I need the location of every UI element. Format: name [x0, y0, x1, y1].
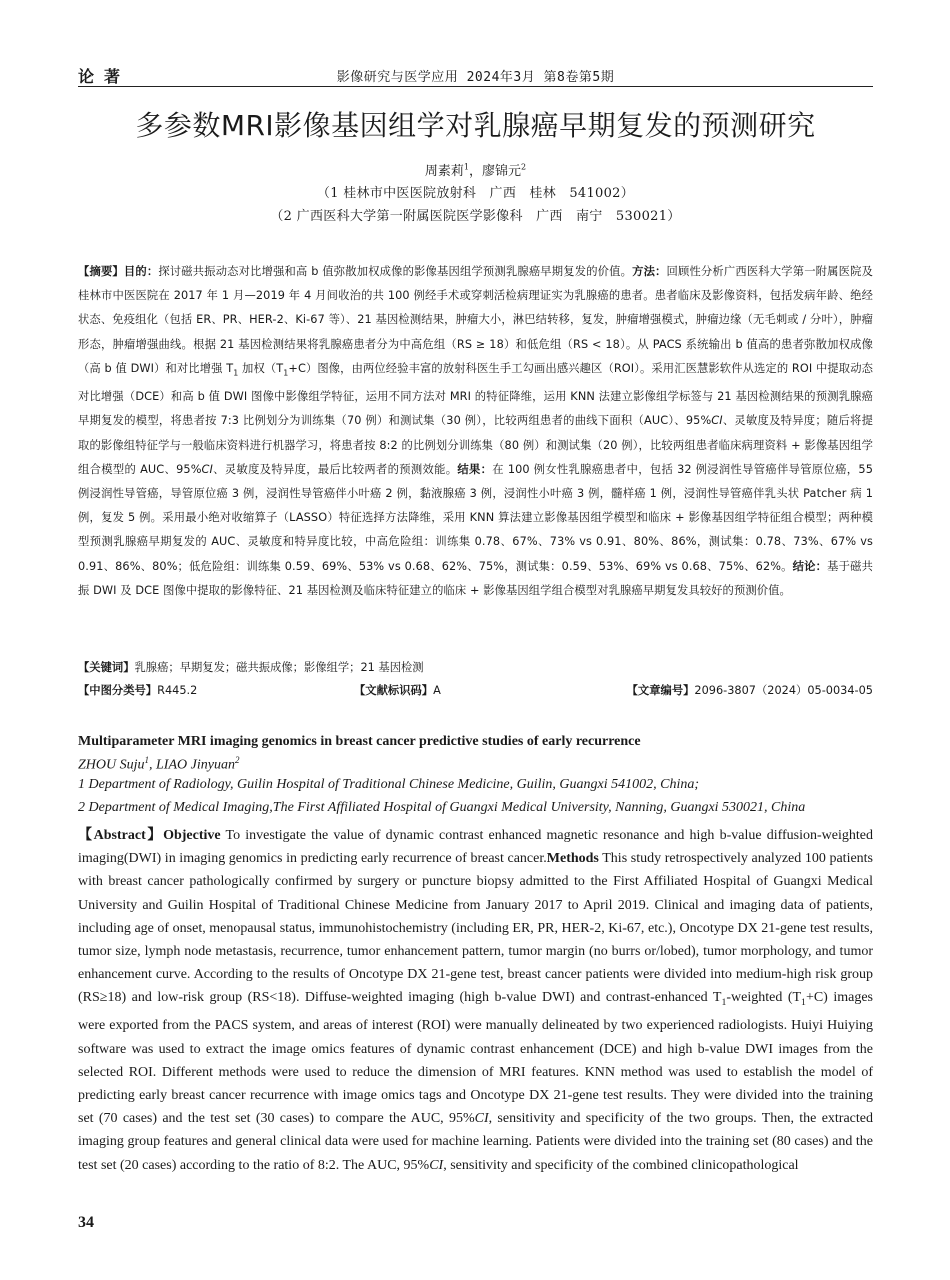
- affiliation-zh-2: （2 广西医科大学第一附属医院医学影像科 广西 南宁 530021）: [270, 209, 681, 224]
- result-label: 结果：: [457, 462, 493, 476]
- section-label: 论著: [78, 67, 131, 86]
- english-title: Multiparameter MRI imaging genomics in breast cancer predictive studies of early recurrence: [78, 734, 641, 749]
- en-method-text-3: +C) images were exported from the PACS system, and areas of interest (ROI) were manually delineated by two experienced radiologists. Huiyi Huiying software was used to extract the image omics features of dynamic contrast enhancement (DCE) and high b-value DWI images from the selected ROI. Different methods were used to reduce the dimension of MRI features. KNN method was used to establish the model of predicting early breast cancer recurrence with image omics tags and Oncotype DX 21-gene test results. They were divided into the training set (70 cases) and the test set (30 cases) to compare the AUC, 95%: [78, 990, 873, 1127]
- method-sub-1: 1: [233, 368, 239, 378]
- en-author-2: LIAO Jinyuan: [156, 757, 235, 773]
- en-method-label: Methods: [546, 851, 599, 867]
- author-2: 廖锦元: [482, 164, 522, 179]
- abstract-zh-label: 【摘要】: [78, 265, 124, 278]
- en-method-sub-1: 1: [721, 997, 727, 1009]
- en-method-sub-2: 1: [801, 997, 806, 1009]
- en-method-text-5: , sensitivity and specificity of the combined clinicopathological: [443, 1157, 799, 1173]
- doc-label: 【文献标识码】: [354, 684, 434, 697]
- en-author-sep: ,: [149, 757, 157, 773]
- method-label: 方法：: [632, 265, 667, 278]
- paper-title: 多参数MRI影像基因组学对乳腺癌早期复发的预测研究: [135, 109, 816, 142]
- objective-text: 探讨磁共振动态对比增强和高 b 值弥散加权成像的影像基因组学预测乳腺癌早期复发的价值。: [158, 265, 633, 278]
- paper-page: [78, 0, 873, 1280]
- en-author-1: ZHOU Suju: [78, 757, 145, 773]
- conclusion-text: 基于磁共振 DWI 及 DCE 图像中提取的影像特征、21 基因检测及临床特征建立的临床 + 影像基因组学组合模型对乳腺癌早期复发具较好的预测价值。: [78, 559, 873, 597]
- authors-zh: [78, 160, 873, 179]
- method-text-4: 、灵敏度及特异度；随后将提取的影像组特征学与一般临床资料进行机器学习，将患者按 8:2 的比例划分训练集（80 例）和测试集（20 例），比较两组患者临床病理资料 + 影像基因组学组合模型的 AUC、95%: [78, 414, 873, 476]
- page-number: 34: [78, 1214, 94, 1231]
- objective-label: 目的：: [123, 265, 159, 278]
- author-1-sup: 1: [463, 162, 469, 172]
- abstract-en-label: 【Abstract】: [78, 828, 164, 843]
- en-method-ci-1: CI: [474, 1111, 489, 1127]
- article-number: [627, 680, 873, 702]
- en-method-text-1: This study retrospectively analyzed 100 patients with breast cancer pathologically confirmed by surgery or puncture biopsy admitted to the First Affiliated Hospital of Guangxi Medical University and Guilin Hospital of Traditional Chinese Medicine from January 2017 to April 2019. Clinical and imaging data of patients, including age of onset, menopausal status, immunohistochemistry (including ER, PR, HER-2, Ki-67, etc.), Oncotype DX 21-gene test results, tumor size, lymph node metastasis, recurrence, tumor enhancement pattern, tumor margin (no burrs or/lobed), tumor morphology, and tumor enhancement curve. According to the results of Oncotype DX 21-gene test, breast cancer patients were divided into medium-high risk group (RS≥18) and low-risk group (RS<18). Diffuse-weighted imaging (high b-value DWI) and contrast-enhanced T: [78, 851, 874, 1006]
- method-text-1: 回顾性分析广西医科大学第一附属医院及桂林市中医医院在 2017 年 1 月—2019 年 4 月间收治的共 100 例经手术或穿刺活检病理证实为乳腺癌的患者。患者临床及影像资料，包括发病年龄、绝经状态、免疫组化（包括 ER、PR、HER-2、Ki-67 等）、21 基因检测结果，肿瘤大小，淋巴结转移，复发，肿瘤增强模式，肿瘤边缘（无毛刺或 / 分叶），肿瘤形态，肿瘤增强曲线。根据 21 基因检测结果将乳腺癌患者分为中高危组（RS ≥ 18）和低危组（RS < 18）。从 PACS 系统输出 b 值高的患者弥散加权成像（高 b 值 DWI）和对比增强 T: [78, 265, 873, 375]
- author-1: 周素莉: [424, 164, 464, 179]
- method-text-3: +C）图像，由两位经验丰富的放射科医生手工勾画出感兴趣区（ROI）。采用汇医慧影软件从选定的 ROI 中提取动态对比增强（DCE）和高 b 值 DWI 图像中影像组学特征，运用不同方法对 MRI 的特征降维，运用 KNN 法建立影像组学标签与 21 基因检测结果的预测乳腺癌早期复发的模型，将患者按 7:3 比例划分为训练集（70 例）和测试集（30 例），比较两组患者的曲线下面积（AUC）、95%: [78, 361, 874, 428]
- clc-value: R445.2: [157, 684, 198, 697]
- english-authors: [78, 755, 873, 774]
- en-method-ci-2: CI: [429, 1157, 444, 1173]
- author-sep: ，: [468, 164, 482, 179]
- abstract-en: [78, 824, 873, 1177]
- conclusion-label: 结论：: [792, 559, 828, 573]
- art-value: 2096-3807（2024）05-0034-05: [694, 684, 873, 697]
- keywords-label: 【关键词】: [78, 661, 135, 674]
- en-author-1-sup: 1: [144, 755, 150, 765]
- method-ci-2: CI: [201, 462, 213, 476]
- affiliation-zh-1: （1 桂林市中医医院放射科 广西 桂林 541002）: [316, 186, 635, 201]
- clc-number: [78, 684, 197, 697]
- method-text-5: 、灵敏度及特异度，最后比较两者的预测效能。: [212, 462, 458, 476]
- keywords: [78, 657, 873, 679]
- journal-info: 影像研究与医学应用 2024年3月 第8卷第5期: [336, 70, 615, 85]
- author-2-sup: 2: [521, 162, 527, 172]
- en-objective-text: To investigate the value of dynamic contrast enhanced magnetic resonance and high b-value diffusion-weighted imaging(DWI) in imaging genomics in predicting early recurrence of breast cancer.: [78, 828, 873, 867]
- method-sub-2: 1: [283, 368, 289, 378]
- clc-label: 【中图分类号】: [78, 684, 158, 697]
- keywords-text: 乳腺癌；早期复发；磁共振成像；影像组学；21 基因检测: [134, 661, 424, 674]
- en-author-2-sup: 2: [234, 755, 240, 765]
- running-header: [78, 64, 873, 87]
- en-objective-label: Objective: [163, 828, 221, 843]
- doc-value: A: [433, 684, 441, 697]
- method-text-2: 加权（T: [238, 361, 284, 375]
- en-method-text-4: , sensitivity and specificity of the two groups. Then, the extracted imaging group features and general clinical data were used for machine learning. Patients were divided into the training set (80 cases) and the test set (20 cases) according to the ratio of 8:2. The AUC, 95%: [78, 1111, 873, 1173]
- result-text: 在 100 例女性乳腺癌患者中，包括 32 例浸润性导管癌伴导管原位癌，55 例浸润性导管癌，导管原位癌 3 例，浸润性导管癌伴小叶癌 2 例，黏液腺癌 3 例，浸润性小叶癌 3 例，髓样癌 1 例，浸润性导管癌伴乳头状 Patcher 病 1 例，复发 5 例。采用最小绝对收缩算子（LASSO）特征选择方法降维，采用 KNN 算法建立影像基因组学模型和临床 + 影像基因组学特征组合模型；两种模型预测乳腺癌早期复发的 AUC、灵敏度和特异度比较，中高危险组：训练集 0.78、67%、73% vs 0.91、80%、86%，测试集：0.78、73%、67% vs 0.91、86%、80%；低危险组：训练集 0.59、69%、53% vs 0.68、62%、75%，测试集：0.59、53%、69% vs 0.68、75%、62%。: [78, 462, 873, 573]
- english-affiliation-1: 1 Department of Radiology, Guilin Hospital of Traditional Chinese Medicine, Guilin, Guangxi 541002, China;: [78, 777, 700, 792]
- abstract-zh: [78, 260, 873, 603]
- method-ci-1: CI: [711, 414, 723, 428]
- art-label: 【文章编号】: [626, 684, 695, 697]
- english-affiliation-2: 2 Department of Medical Imaging,The First Affiliated Hospital of Guangxi Medical University, Nanning, Guangxi 530021, China: [78, 800, 806, 815]
- classification-row: [78, 680, 873, 702]
- document-code: [354, 680, 441, 702]
- en-method-text-2: -weighted (T: [726, 990, 802, 1006]
